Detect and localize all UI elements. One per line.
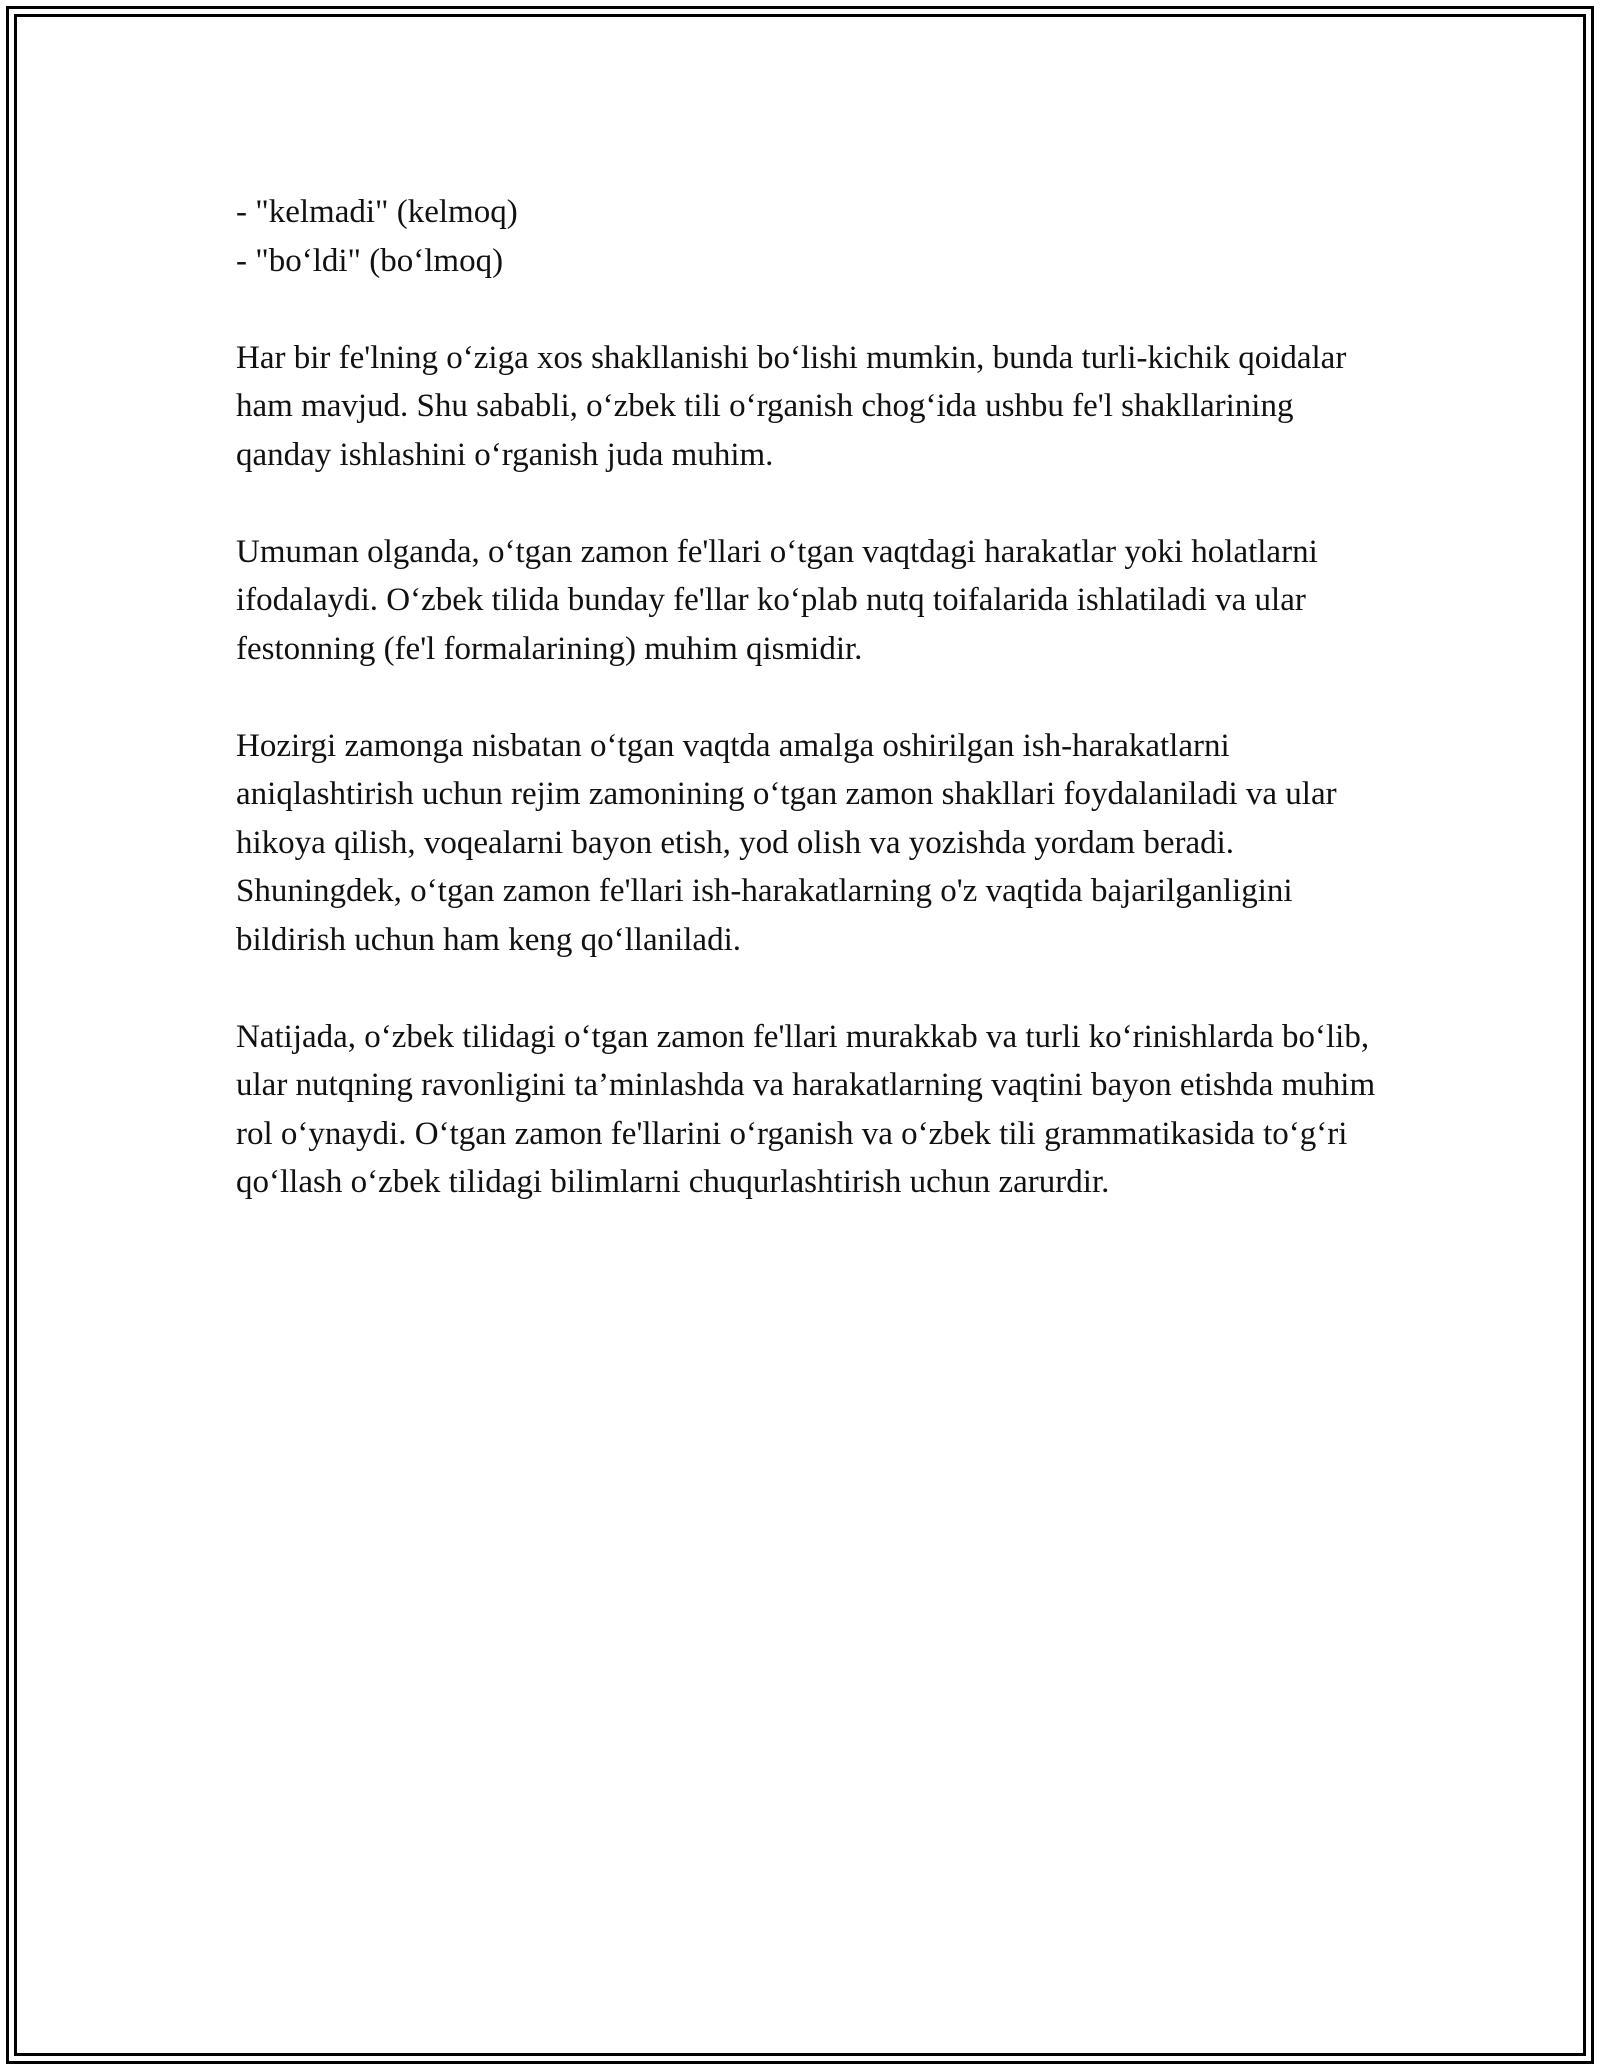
paragraph: Hozirgi zamonga nisbatan o‘tgan vaqtda amalga oshirilgan ish-harakatlarni aniqlashtirish uchun rejim zamonining o‘tgan zamon shakllari foydalaniladi va ular hikoya qilish, voqealarni bayon etish, yod olish va yozishda yordam beradi. Shuningdek, o‘tgan zamon fe'llari ish-harakatlarning o'z vaqtida bajarilganligini bildirish uchun ham keng qo‘llaniladi. [236,727,1337,958]
paragraph: Umuman olganda, o‘tgan zamon fe'llari o‘tgan vaqtdagi harakatlar yoki holatlarni ifodalaydi. O‘zbek tilida bunday fe'llar ko‘plab nutq toifalarida ishlatiladi va ular festonning (fe'l formalarining) muhim qismidir. [236,533,1318,667]
paragraph: Har bir fe'lning o‘ziga xos shakllanishi bo‘lishi mumkin, bunda turli-kichik qoidalar ham mavjud. Shu sababli, o‘zbek tili o‘rganish chog‘ida ushbu fe'l shakllarining qanday ishlashini o‘rganish juda muhim. [236,339,1347,473]
paragraph: Natijada, o‘zbek tilidagi o‘tgan zamon fe'llari murakkab va turli ko‘rinishlarda bo‘lib, ular nutqning ravonligini ta’minlashda va harakatlarning vaqtini bayon etishda muhim rol o‘ynaydi. O‘tgan zamon fe'llarini o‘rganish va o‘zbek tili grammatikasida to‘g‘ri qo‘llash o‘zbek tilidagi bilimlarni chuqurlashtirish uchun zarurdir. [236,1018,1376,1200]
list-item: - "bo‘ldi" (bo‘lmoq) [236,242,504,279]
document-body [236,188,1386,1207]
list-item: - "kelmadi" (kelmoq) [236,194,518,230]
